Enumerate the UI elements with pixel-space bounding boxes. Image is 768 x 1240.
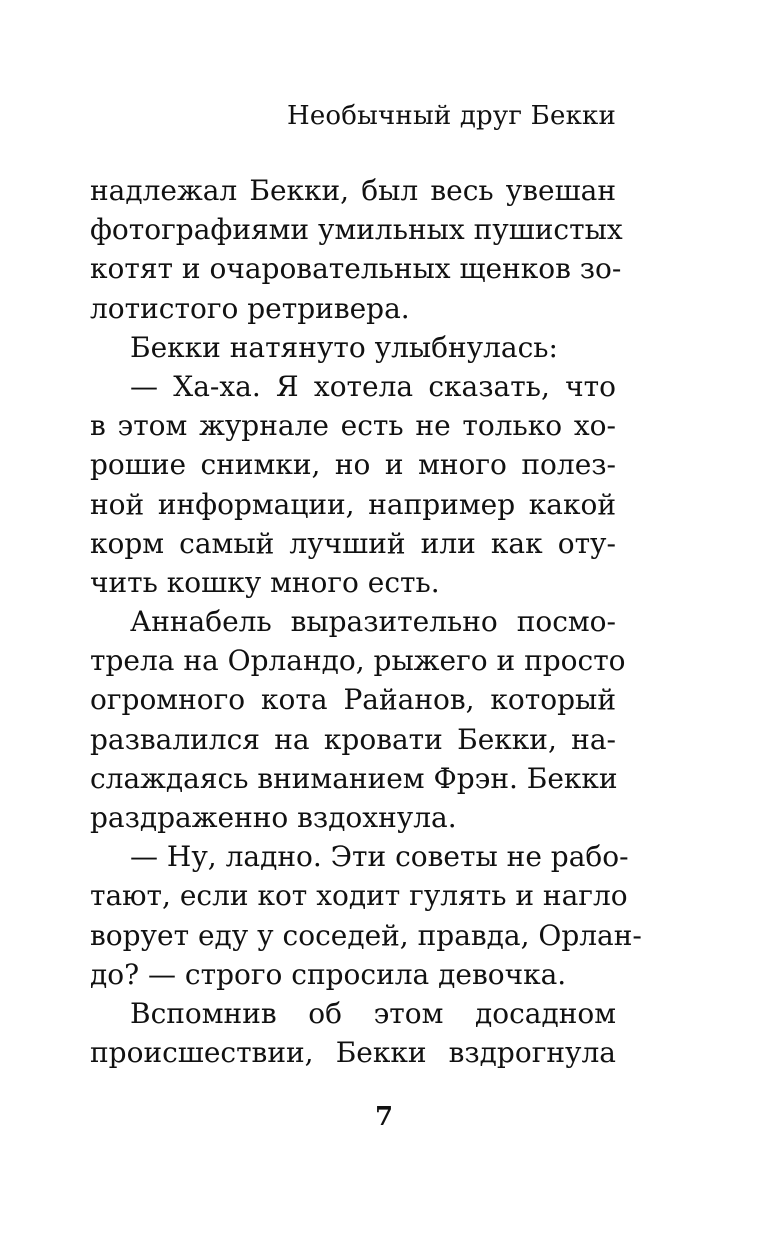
text-line: рошие снимки, но и много полез- <box>90 448 616 482</box>
text-line: — Ха-ха. Я хотела сказать, что <box>130 369 616 403</box>
text-line: лотистого ретривера. <box>90 291 410 325</box>
page-number: 7 <box>374 1102 394 1132</box>
text-line: фотографиями умильных пушистых <box>90 213 623 247</box>
body-text <box>90 171 642 1072</box>
text-line: Бекки натянуто улыбнулась: <box>130 330 558 364</box>
text-line: надлежал Бекки, был весь увешан <box>90 174 616 207</box>
text-line: огромного кота Райанов, который <box>90 683 616 717</box>
text-line: происшествии, Бекки вздрогнула <box>90 1036 616 1070</box>
text-line: до? — строго спросила девочка. <box>90 957 567 991</box>
text-line: тают, если кот ходит гулять и нагло <box>90 879 628 913</box>
text-line: слаждаясь вниманием Фрэн. Бекки <box>90 761 618 795</box>
text-line: корм самый лучший или как оту- <box>90 526 616 560</box>
text-line: раздраженно вздохнула. <box>90 801 457 834</box>
text-line: ной информации, например какой <box>90 487 616 521</box>
running-header: Необычный друг Бекки <box>286 101 616 131</box>
text-line: ворует еду у соседей, правда, Орлан- <box>90 918 642 952</box>
text-line: — Ну, ладно. Эти советы не рабо- <box>130 840 629 874</box>
text-line: чить кошку много есть. <box>90 565 440 599</box>
text-line: котят и очаровательных щенков зо- <box>90 252 622 286</box>
text-line: Вспомнив об этом досадном <box>130 996 616 1030</box>
text-line: в этом журнале есть не только хо- <box>90 409 616 443</box>
text-line: Аннабель выразительно посмо- <box>130 605 616 639</box>
text-line: развалился на кровати Бекки, на- <box>90 722 616 756</box>
text-line: трела на Орландо, рыжего и просто <box>90 644 626 678</box>
